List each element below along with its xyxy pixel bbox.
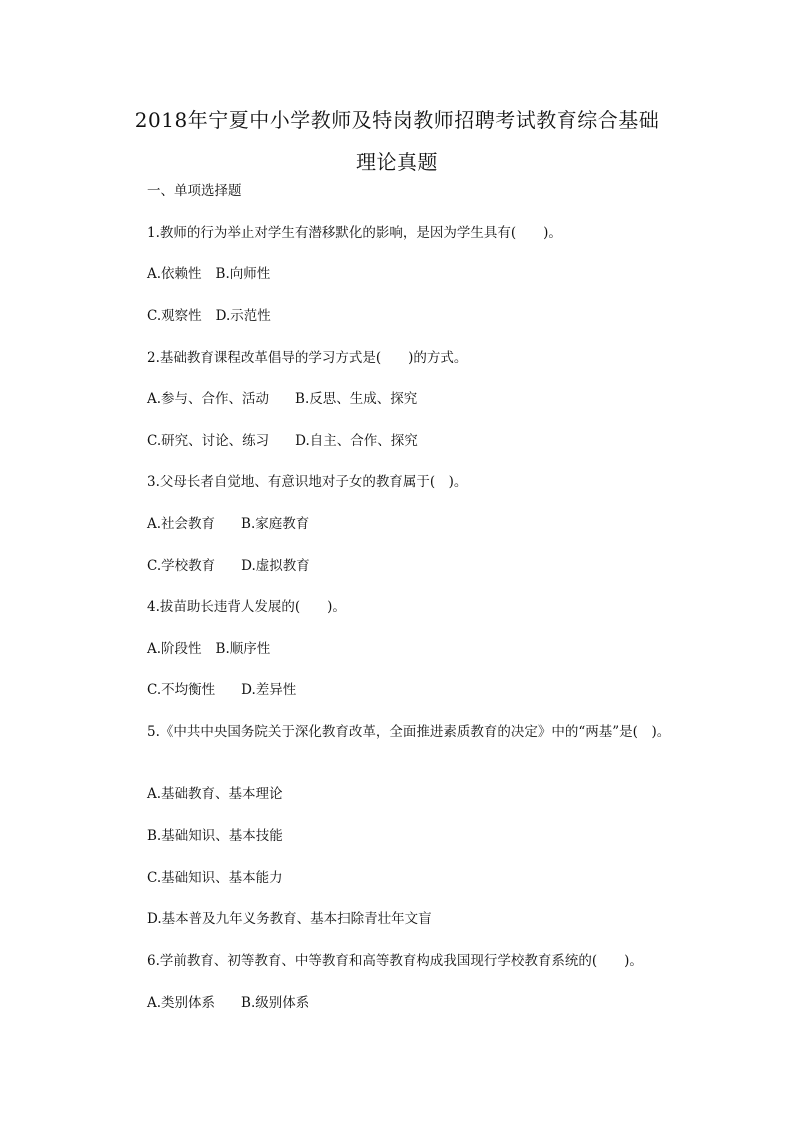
option-d: D.自主、合作、探究: [295, 433, 418, 449]
option-c: C.不均衡性: [147, 682, 216, 698]
option-row: [147, 681, 310, 699]
option-a: A.类别体系: [147, 995, 216, 1011]
option-b: B.反思、生成、探究: [295, 391, 418, 407]
option-a: A.社会教育: [147, 516, 216, 532]
option-b: B.基础知识、基本技能: [147, 828, 283, 844]
option-a: A.基础教育、基本理论: [147, 786, 283, 802]
question-stem: 3.父母长者自觉地、有意识地对子女的教育属于( )。: [147, 474, 468, 490]
option-c: C.基础知识、基本能力: [147, 870, 283, 886]
document-title-continued: 理论真题: [356, 150, 438, 174]
section-heading: 一、单项选择题: [147, 183, 242, 199]
option-b: B.顺序性: [215, 641, 271, 657]
question-stem: 1.教师的行为举止对学生有潜移默化的影响，是因为学生具有( )。: [147, 225, 562, 241]
question-stem: 6.学前教育、初等教育、中等教育和高等教育构成我国现行学校教育系统的( )。: [147, 953, 643, 969]
option-c: C.研究、讨论、练习: [147, 433, 270, 449]
question-stem: 5.《中共中央国务院关于深化教育改革，全面推进素质教育的决定》中的“两基”是( )。: [147, 724, 671, 740]
option-b: B.级别体系: [241, 995, 310, 1011]
option-a: A.依赖性: [147, 266, 202, 282]
option-row: [147, 994, 323, 1012]
option-b: B.家庭教育: [241, 516, 310, 532]
option-row: [147, 265, 284, 283]
option-c: C.观察性: [147, 308, 202, 324]
option-b: B.向师性: [215, 266, 271, 282]
option-d: D.差异性: [241, 682, 297, 698]
option-d: D.示范性: [215, 308, 271, 324]
option-row: [147, 557, 324, 575]
option-d: D.虚拟教育: [241, 558, 310, 574]
option-row: [147, 640, 284, 658]
option-row: [147, 515, 323, 533]
option-c: C.学校教育: [147, 558, 216, 574]
question-stem: 2.基础教育课程改革倡导的学习方式是( )的方式。: [147, 350, 468, 366]
option-a: A.参与、合作、活动: [147, 391, 270, 407]
option-row: [147, 432, 432, 450]
option-row: [147, 307, 285, 325]
document-title: 2018年宁夏中小学教师及特岗教师招聘考试教育综合基础: [134, 108, 660, 132]
option-row: [147, 390, 431, 408]
question-stem: 4.拔苗助长违背人发展的( )。: [147, 599, 346, 615]
option-d: D.基本普及九年义务教育、基本扫除青壮年文盲: [147, 911, 432, 927]
option-a: A.阶段性: [147, 641, 202, 657]
